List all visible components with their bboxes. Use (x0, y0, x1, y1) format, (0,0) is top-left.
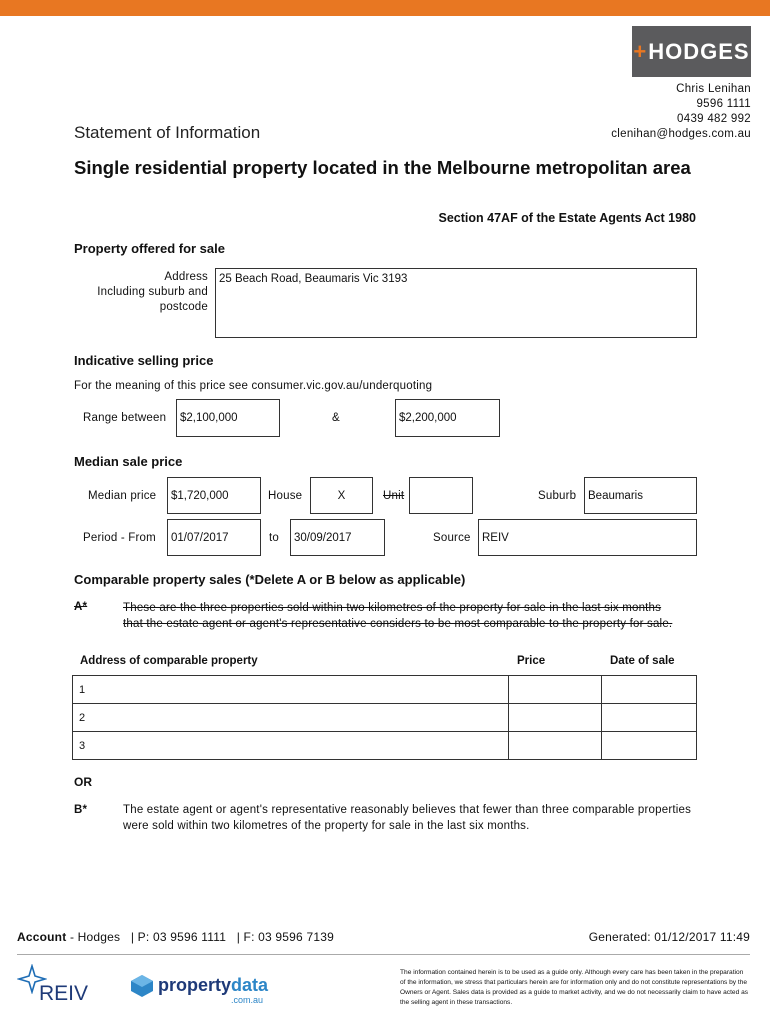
table-row (73, 704, 697, 732)
table-row (73, 676, 697, 704)
option-a-text: These are the three properties sold within two kilometres of the property for sale in the last six months that the estate agent or agent's representative considers to be most comparable to the property for sale. (123, 602, 673, 630)
row-price-cell[interactable] (509, 676, 602, 704)
unit-label: Unit (383, 490, 405, 502)
address-field[interactable]: 25 Beach Road, Beaumaris Vic 3193 (215, 268, 697, 338)
or-divider: OR (74, 775, 92, 789)
option-a-label: A* (74, 601, 88, 613)
account-line (17, 930, 334, 944)
agent-email: clenihan@hodges.com.au (611, 128, 751, 140)
table-row (73, 732, 697, 760)
col-date-header: Date of sale (610, 655, 675, 667)
document-title: Single residential property located in the Melbourne metropolitan area (74, 157, 691, 178)
median-price-label: Median price (88, 490, 157, 502)
house-label: House (268, 490, 303, 502)
document-heading: Statement of Information (74, 123, 261, 142)
footer-divider (17, 954, 750, 955)
source-label: Source (433, 532, 471, 544)
act-reference: Section 47AF of the Estate Agents Act 1980 (438, 211, 696, 225)
col-address-header: Address of comparable property (80, 655, 258, 667)
col-price-header: Price (517, 655, 546, 667)
period-from-field[interactable]: 01/07/2017 (167, 519, 261, 556)
agent-contact (611, 82, 751, 142)
property-section-heading: Property offered for sale (74, 241, 225, 256)
indicative-section-heading: Indicative selling price (74, 353, 214, 368)
range-low-field[interactable]: $2,100,000 (176, 399, 280, 437)
row-date-cell[interactable] (602, 676, 697, 704)
agent-mobile: 0439 482 992 (677, 113, 751, 125)
row-date-cell[interactable] (602, 704, 697, 732)
row-address-cell[interactable] (73, 704, 509, 732)
option-b-text: The estate agent or agent's representative reasonably believes that fewer than three comparable properties were sold within two kilometres of the property for sale in the last six months. (123, 804, 692, 832)
period-to-field[interactable]: 30/09/2017 (290, 519, 385, 556)
propertydata-wordmark (158, 975, 268, 996)
hodges-logo (632, 26, 751, 77)
propertydata-accent: data (231, 975, 269, 995)
source-field[interactable]: REIV (478, 519, 697, 556)
comparable-sales-table (72, 675, 697, 760)
disclaimer-text: The information contained herein is to be used as a guide only. Although every care has been taken in the preparation of the information, we stress that particulars herein are for information only and do not constitute representations by the Owners or Agent. Sales data is provided as a guide to market activity, and we do not necessarily claim to have acted as the selling agent in these transactions. (400, 969, 749, 1006)
house-checkbox[interactable]: X (310, 477, 373, 514)
range-ampersand: & (332, 412, 340, 424)
median-price-field[interactable]: $1,720,000 (167, 477, 261, 514)
agent-phone: 9596 1111 (696, 98, 751, 110)
generated-timestamp: Generated: 01/12/2017 11:49 (588, 930, 750, 944)
suburb-label: Suburb (538, 490, 577, 502)
period-to-label: to (269, 532, 279, 544)
propertydata-logo (130, 973, 270, 1007)
row-price-cell[interactable] (509, 732, 602, 760)
top-accent-bar (0, 0, 770, 16)
account-details: - Hodges | P: 03 9596 1111 | F: 03 9596 7139 (66, 930, 334, 944)
propertydata-main: property (158, 975, 232, 995)
address-label-line-1: Address (164, 271, 208, 283)
logo-text: HODGES (648, 38, 750, 64)
address-label (97, 270, 208, 315)
reiv-logo (17, 964, 97, 1009)
account-label: Account (17, 930, 67, 944)
row-price-cell[interactable] (509, 704, 602, 732)
address-label-line-3: postcode (159, 301, 208, 313)
row-number: 1 (79, 683, 86, 696)
row-address-cell[interactable] (73, 732, 509, 760)
reiv-wordmark: REIV (39, 982, 89, 1005)
row-date-cell[interactable] (602, 732, 697, 760)
suburb-field[interactable]: Beaumaris (584, 477, 697, 514)
comparable-section-heading: Comparable property sales (*Delete A or B below as applicable) (74, 572, 466, 587)
logo-plus: + (633, 38, 648, 64)
unit-checkbox[interactable] (409, 477, 473, 514)
row-address-cell[interactable] (73, 676, 509, 704)
agent-name: Chris Lenihan (676, 83, 751, 95)
underquoting-note: For the meaning of this price see consumer.vic.gov.au/underquoting (74, 380, 433, 392)
row-number: 2 (79, 711, 86, 724)
option-b-label: B* (74, 804, 88, 816)
propertydata-cube-icon (130, 974, 154, 998)
propertydata-domain: .com.au (231, 995, 264, 1005)
row-number: 3 (79, 739, 86, 752)
period-from-label: Period - From (83, 532, 156, 544)
range-high-field[interactable]: $2,200,000 (395, 399, 500, 437)
range-label: Range between (83, 412, 167, 424)
address-label-line-2: Including suburb and (97, 286, 208, 298)
median-section-heading: Median sale price (74, 454, 183, 469)
